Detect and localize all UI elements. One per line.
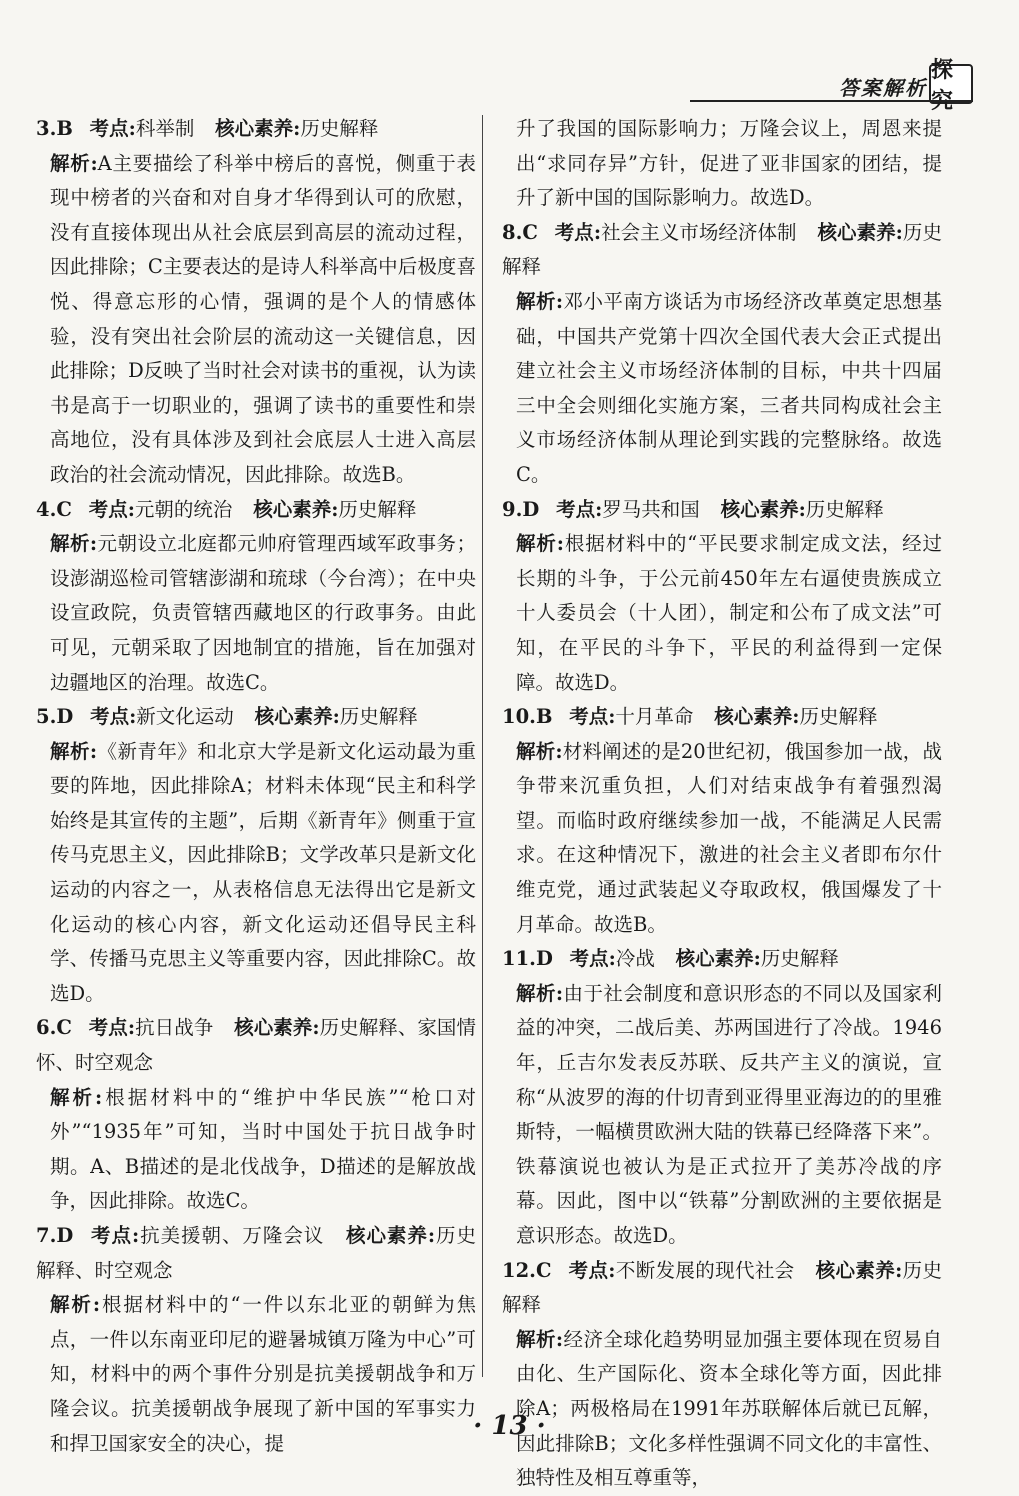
- item-number: 11.: [502, 947, 536, 971]
- kaodian-value: 冷战: [615, 947, 655, 971]
- analysis-text: 根据材料中的“维护中华民族”“枪口对外”“1935年”可知，当时中国处于抗日战争时期。A、B描述的是北伐战争，D描述的是解放战争，因此排除。故选C。: [50, 1085, 476, 1213]
- kaodian-value: 科举制: [135, 117, 195, 140]
- kaodian-label: 考点:: [569, 705, 616, 729]
- kaodian-value: 罗马共和国: [602, 497, 700, 521]
- suyang-value: 历史解释: [339, 705, 418, 729]
- item-answer: D: [535, 947, 553, 971]
- jiexi-label: 解析:: [516, 739, 563, 763]
- item-number: 10.: [502, 705, 536, 729]
- analysis-paragraph: [502, 285, 942, 493]
- item-answer: C: [56, 1016, 72, 1040]
- answer-item-head: [36, 700, 476, 735]
- analysis-continuation: [502, 112, 942, 216]
- analysis-text: 根据材料中的“平民要求制定成文法，经过长期的斗争，于公元前450年左右逼使贵族成立十人委员会（十人团），制定和公布了成文法”可知，在平民的斗争下，平民的利益得到一定保障。故选D。: [516, 532, 942, 694]
- item-number: 3.: [36, 117, 57, 140]
- suyang-label: 核心素养:: [815, 1258, 903, 1282]
- header-rule: [690, 100, 973, 102]
- kaodian-label: 考点:: [568, 1258, 616, 1282]
- kaodian-label: 考点:: [89, 117, 136, 140]
- kaodian-value: 新文化运动: [136, 705, 234, 729]
- item-number: 12.: [502, 1258, 536, 1282]
- item-number: 5.: [36, 705, 57, 729]
- jiexi-label: 解析:: [50, 151, 98, 175]
- kaodian-label: 考点:: [90, 705, 137, 729]
- item-number: 7.: [36, 1224, 57, 1247]
- jiexi-label: 解析:: [516, 289, 564, 313]
- analysis-paragraph: [502, 977, 942, 1254]
- analysis-paragraph: [36, 147, 476, 493]
- left-column: [36, 112, 476, 1461]
- suyang-label: 核心素养:: [720, 497, 806, 521]
- jiexi-label: 解析:: [50, 739, 98, 763]
- analysis-text: 升了我国的国际影响力；万隆会议上，周恩来提出“求同存异”方针，促进了亚非国家的团结，提升了新中国的国际影响力。故选D。: [516, 117, 942, 210]
- kaodian-label: 考点:: [554, 220, 602, 244]
- item-answer: B: [56, 117, 73, 140]
- analysis-paragraph: [36, 1081, 476, 1219]
- item-number: 4.: [36, 497, 57, 521]
- kaodian-value: 抗日战争: [135, 1016, 214, 1040]
- suyang-value: 历史解释: [502, 1258, 942, 1317]
- suyang-label: 核心素养:: [234, 1016, 320, 1040]
- analysis-text: 经济全球化趋势明显加强主要体现在贸易自由化、生产国际化、资本全球化等方面，因此排除A；两极格局在1991年苏联解体后就已瓦解，因此排除B；文化多样性强调不同文化的丰富性、独特性及相互尊重等，: [516, 1327, 942, 1490]
- suyang-label: 核心素养:: [346, 1224, 436, 1247]
- suyang-value: 历史解释: [760, 947, 839, 971]
- item-answer: C: [535, 1258, 552, 1282]
- kaodian-value: 社会主义市场经济体制: [601, 220, 797, 244]
- kaodian-label: 考点:: [91, 1224, 140, 1247]
- right-column: [502, 112, 942, 1496]
- item-answer: D: [56, 1224, 74, 1247]
- jiexi-label: 解析:: [50, 1085, 103, 1109]
- answer-item-head: [502, 493, 942, 528]
- kaodian-label: 考点:: [569, 947, 616, 971]
- item-number: 9.: [502, 497, 523, 521]
- analysis-paragraph: [502, 527, 942, 700]
- jiexi-label: 解析:: [516, 1327, 564, 1351]
- suyang-value: 历史解释: [300, 117, 379, 140]
- suyang-label: 核心素养:: [675, 947, 761, 971]
- analysis-text: 根据材料中的“一件以东北亚的朝鲜为焦点，一件以东南亚印尼的避暑城镇万隆为中心”可知，材料中的两个事件分别是抗美援朝战争和万隆会议。抗美援朝战争展现了新中国的军事实力和捍卫国家安全的决心，提: [50, 1293, 476, 1455]
- analysis-text: 邓小平南方谈话为市场经济改革奠定思想基础，中国共产党第十四次全国代表大会正式提出建立社会主义市场经济体制的目标，中共十四届三中全会则细化实施方案，三者共同构成社会主义市场经济体制从理论到实践的完整脉络。故选C。: [516, 289, 942, 486]
- answer-item-head: [36, 493, 476, 528]
- item-answer: C: [522, 220, 538, 244]
- item-answer: D: [56, 705, 74, 729]
- answer-item-head: [36, 112, 476, 147]
- kaodian-label: 考点:: [88, 497, 135, 521]
- column-divider: [482, 115, 483, 1377]
- item-answer: D: [522, 497, 540, 521]
- suyang-value: 历史解释: [338, 497, 417, 521]
- suyang-value: 历史解释: [805, 497, 884, 521]
- analysis-text: A主要描绘了科举中榜后的喜悦，侧重于表现中榜者的兴奋和对自身才华得到认可的欣慰，没有直接体现出从社会底层到高层的流动过程，因此排除；C主要表达的是诗人科举高中后极度喜悦、得意忘形的心情，强调的是个人的情感体验，没有突出社会阶层的流动这一关键信息，因此排除；D反映了当时社会对读书的重视，认为读书是高于一切职业的，强调了读书的重要性和崇高地位，没有具体涉及到社会底层人士进入高层政治的社会流动情况，因此排除。故选B。: [50, 151, 476, 486]
- kaodian-label: 考点:: [88, 1016, 136, 1040]
- analysis-paragraph: [36, 527, 476, 700]
- answer-item-head: [502, 216, 942, 285]
- suyang-value: 历史解释、时空观念: [36, 1224, 476, 1282]
- item-number: 6.: [36, 1016, 57, 1040]
- kaodian-label: 考点:: [556, 497, 603, 521]
- answer-item-head: [502, 1254, 942, 1323]
- kaodian-value: 不断发展的现代社会: [615, 1258, 795, 1282]
- analysis-text: 元朝设立北庭都元帅府管理西域军政事务；设澎湖巡检司管辖澎湖和琉球（今台湾）；在中央设宣政院，负责管辖西藏地区的行政事务。由此可见，元朝采取了因地制宜的措施，旨在加强对边疆地区的治理。故选C。: [50, 532, 476, 694]
- analysis-paragraph: [36, 735, 476, 1012]
- answer-item-head: [502, 700, 942, 735]
- suyang-label: 核心素养:: [254, 705, 340, 729]
- publisher-logo: 探究: [929, 64, 973, 104]
- answer-item-head: [36, 1011, 476, 1080]
- analysis-paragraph: [502, 735, 942, 943]
- analysis-text: 由于社会制度和意识形态的不同以及国家利益的冲突，二战后美、苏两国进行了冷战。1946年，丘吉尔发表反苏联、反共产主义的演说，宣称“从波罗的海的什切青到亚得里亚海边的的里雅斯特，一幅横贯欧洲大陆的铁幕已经降落下来”。铁幕演说也被认为是正式拉开了美苏冷战的序幕。因此，图中以“铁幕”分割欧洲的主要依据是意识形态。故选D。: [516, 981, 942, 1247]
- page-number: · 13 ·: [473, 1411, 546, 1441]
- suyang-label: 核心素养:: [714, 705, 800, 729]
- header-title: 答案解析: [839, 76, 927, 100]
- item-answer: C: [56, 497, 72, 521]
- analysis-text: 材料阐述的是20世纪初，俄国参加一战，战争带来沉重负担，人们对结束战争有着强烈渴望。而临时政府继续参加一战，不能满足人民需求。在这种情况下，激进的社会主义者即布尔什维克党，通过武装起义夺取政权，俄国爆发了十月革命。故选B。: [516, 739, 942, 936]
- jiexi-label: 解析:: [516, 981, 564, 1005]
- item-number: 8.: [502, 220, 523, 244]
- kaodian-value: 抗美援朝、万隆会议: [139, 1224, 325, 1247]
- suyang-value: 历史解释: [799, 705, 878, 729]
- jiexi-label: 解析:: [50, 532, 98, 556]
- analysis-paragraph: [502, 1323, 942, 1496]
- kaodian-value: 十月革命: [615, 705, 694, 729]
- answer-item-head: [36, 1219, 476, 1288]
- jiexi-label: 解析:: [50, 1293, 101, 1317]
- item-answer: B: [535, 705, 553, 729]
- kaodian-value: 元朝的统治: [134, 497, 233, 521]
- jiexi-label: 解析:: [516, 532, 564, 556]
- suyang-label: 核心素养:: [253, 497, 339, 521]
- analysis-text: 《新青年》和北京大学是新文化运动最为重要的阵地，因此排除A；材料未体现“民主和科学始终是其宣传的主题”，后期《新青年》侧重于宣传马克思主义，因此排除B；文学改革只是新文化运动的内容之一，从表格信息无法得出它是新文化运动的核心内容，新文化运动还倡导民主科学、传播马克思主义等重要内容，因此排除C。故选D。: [50, 739, 476, 1005]
- suyang-value: 历史解释: [502, 220, 942, 279]
- suyang-value: 历史解释、家国情怀、时空观念: [36, 1016, 476, 1075]
- answer-item-head: [502, 942, 942, 977]
- suyang-label: 核心素养:: [817, 220, 903, 244]
- suyang-label: 核心素养:: [215, 117, 301, 140]
